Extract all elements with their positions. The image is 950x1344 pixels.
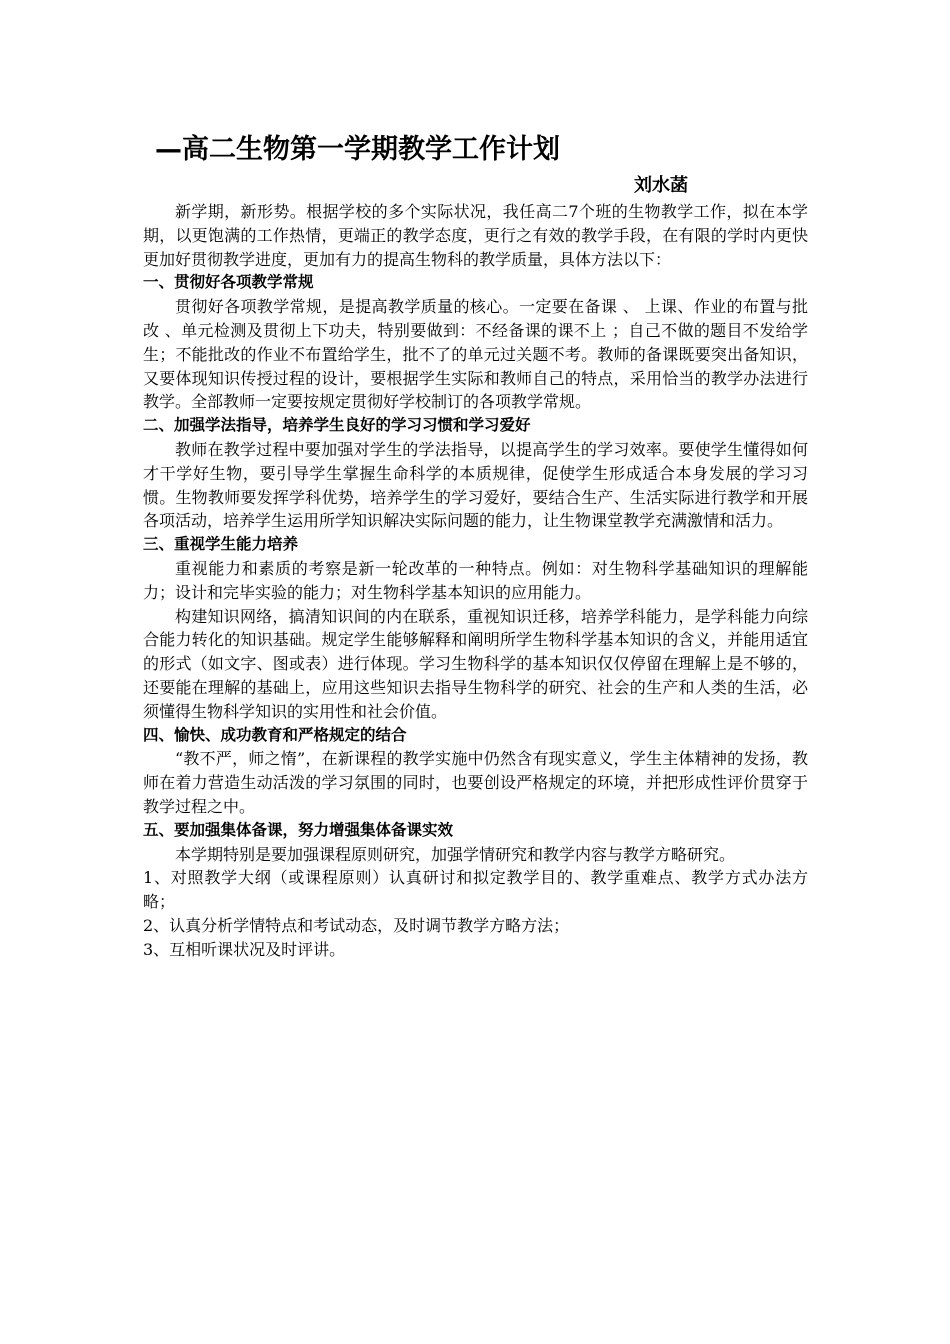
document-page	[143, 128, 808, 962]
document-author: 刘水菡	[634, 175, 688, 196]
section-heading-1: 一、贯彻好各项教学常规	[143, 273, 314, 292]
section-heading-2: 二、加强学法指导，培养学生良好的学习习惯和学习爱好	[143, 416, 531, 435]
section-heading-3: 三、重视学生能力培养	[143, 535, 299, 554]
section-heading-5: 五、要加强集体备课，努力增强集体备课实效	[143, 820, 454, 839]
section-3-paragraph-2: 构建知识网络，搞清知识间的内在联系，重视知识迁移，培养学科能力，是学科能力向综合能力转化的知识基础。规定学生能够解释和阐明所学生物科学基本知识的含义，并能用适宜的形式（如文字、图或表）进行体现。学习生物科学的基本知识仅仅停留在理解上是不够的，还要能在理解的基础上，应用这些知识去指导生物科学的研究、社会的生产和人类的生活，必须懂得生物科学知识的实用性和社会价值。	[143, 606, 808, 721]
section-3-paragraph-1: 重视能力和素质的考察是新一轮改革的一种特点。例如：对生物科学基础知识的理解能力；设计和完毕实验的能力；对生物科学基本知识的应用能力。	[143, 558, 808, 602]
section-5-paragraph-1: 本学期特别是要加强课程原则研究，加强学情研究和教学内容与教学方略研究。	[175, 844, 736, 864]
intro-paragraph: 新学期，新形势。根据学校的多个实际状况，我任高二7个班的生物教学工作，拟在本学期，以更饱满的工作热情，更端正的教学态度，更行之有效的教学手段，在有限的学时内更快更加好贯彻教学进度，更加有力的提高生物科的教学质量，具体方法以下：	[143, 202, 808, 269]
section-heading-4: 四、愉快、成功教育和严格规定的结合	[143, 725, 407, 744]
section-2-paragraph-1: 教师在教学过程中要加强对学生的学法指导，以提高学生的学习效率。要使学生懂得如何才干学好生物，要引导学生掌握生命科学的本质规律，促使学生形成适合本身发展的学习习惯。生物教师要发挥学科优势，培养学生的学习爱好，要结合生产、生活实际进行教学和开展各项活动，培养学生运用所学知识解决实际问题的能力，让生物课堂教学充满激情和活力。	[143, 439, 808, 531]
list-item-1: 1、对照教学大纲（或课程原则）认真研讨和拟定教学目的、教学重难点、教学方式办法方略；	[143, 868, 808, 912]
section-4-paragraph-1: “教不严，师之惰”，在新课程的教学实施中仍然含有现实意义，学生主体精神的发扬，教师在着力营造生动活泼的学习氛围的同时，也要创设严格规定的环境，并把形成性评价贯穿于教学过程之中。	[143, 749, 808, 816]
document-title: —高二生物第一学期教学工作计划	[155, 134, 560, 165]
section-1-paragraph-1: 贯彻好各项教学常规，是提高教学质量的核心。一定要在备课 、 上课、作业的布置与批改 、单元检测及贯彻上下功夫，特别要做到：不经备课的课不上 ；自己不做的题目不发给学生；不能批改的作业不布置给学生，批不了的单元过关题不考。教师的备课既要突出备知识，又要体现知识传授过程的设计，要根据学生实际和教师自己的特点，采用恰当的教学办法进行教学。全部教师一定要按规定贯彻好学校制订的各项教学常规。	[143, 297, 808, 412]
list-item-2: 2、认真分析学情特点和考试动态，及时调节教学方略方法；	[143, 915, 570, 935]
list-item-3: 3、互相听课状况及时评讲。	[143, 939, 346, 959]
